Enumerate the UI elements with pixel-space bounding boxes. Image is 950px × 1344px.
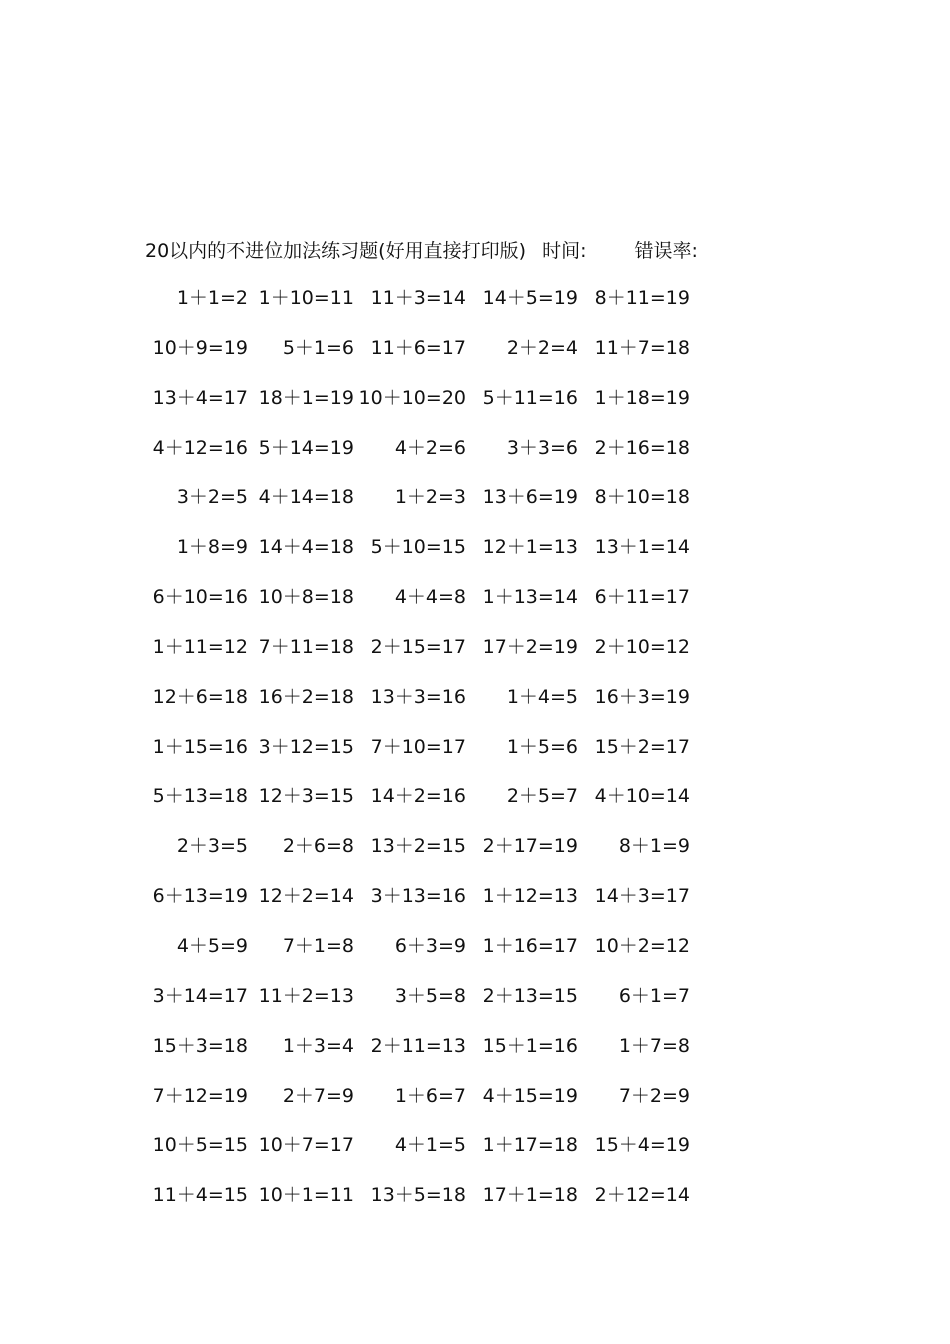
addition-problem: 2＋2=4 <box>506 336 578 359</box>
addition-problem: 1＋3=4 <box>282 1034 354 1057</box>
addition-problem: 1＋17=18 <box>482 1134 578 1157</box>
addition-problem: 3＋14=17 <box>152 984 248 1007</box>
addition-problem: 15＋2=17 <box>594 735 690 758</box>
addition-problem: 7＋2=9 <box>618 1084 690 1107</box>
addition-problem: 6＋13=19 <box>152 885 248 908</box>
problem-row <box>148 881 748 931</box>
problem-row <box>148 682 748 732</box>
addition-problem: 1＋15=16 <box>152 735 248 758</box>
addition-problem: 1＋2=3 <box>394 486 466 509</box>
addition-problem: 8＋1=9 <box>618 835 690 858</box>
addition-problem: 12＋2=14 <box>258 885 354 908</box>
addition-problem: 12＋3=15 <box>258 785 354 808</box>
addition-problem: 1＋12=13 <box>482 885 578 908</box>
addition-problem: 2＋12=14 <box>594 1184 690 1207</box>
problem-row <box>148 333 748 383</box>
addition-problem: 13＋1=14 <box>594 536 690 559</box>
addition-problem: 6＋10=16 <box>152 586 248 609</box>
addition-problem: 10＋2=12 <box>594 934 690 957</box>
addition-problem: 3＋3=6 <box>506 436 578 459</box>
addition-problem: 5＋14=19 <box>258 436 354 459</box>
addition-problem: 3＋5=8 <box>394 984 466 1007</box>
addition-problem: 16＋2=18 <box>258 685 354 708</box>
addition-problem: 1＋8=9 <box>176 536 248 559</box>
addition-problem: 10＋5=15 <box>152 1134 248 1157</box>
addition-problem: 2＋10=12 <box>594 635 690 658</box>
problem-row <box>148 781 748 831</box>
addition-problem: 1＋13=14 <box>482 586 578 609</box>
worksheet-title: 20以内的不进位加法练习题(好用直接打印版) <box>145 240 527 262</box>
addition-problem: 5＋1=6 <box>282 336 354 359</box>
addition-problem: 2＋17=19 <box>482 835 578 858</box>
addition-problem: 1＋18=19 <box>594 386 690 409</box>
addition-problem: 12＋6=18 <box>152 685 248 708</box>
addition-problem: 13＋4=17 <box>152 386 248 409</box>
addition-problem: 1＋4=5 <box>506 685 578 708</box>
addition-problem: 10＋10=20 <box>358 386 466 409</box>
worksheet-header <box>145 236 865 266</box>
addition-problem: 2＋13=15 <box>482 984 578 1007</box>
problem-row <box>148 981 748 1031</box>
addition-problem: 6＋3=9 <box>394 934 466 957</box>
addition-problem: 1＋10=11 <box>258 287 354 309</box>
addition-problem: 7＋1=8 <box>282 934 354 957</box>
addition-problem: 1＋11=12 <box>152 635 248 658</box>
addition-problem: 13＋5=18 <box>370 1184 466 1207</box>
addition-problem: 3＋2=5 <box>176 486 248 509</box>
addition-problem: 7＋11=18 <box>258 635 354 658</box>
addition-problem: 1＋7=8 <box>618 1034 690 1057</box>
addition-problem: 4＋5=9 <box>176 934 248 957</box>
addition-problem: 18＋1=19 <box>258 386 354 409</box>
problem-row <box>148 482 748 532</box>
addition-problem: 10＋7=17 <box>258 1134 354 1157</box>
addition-problem: 4＋1=5 <box>394 1134 466 1157</box>
addition-problem: 1＋16=17 <box>482 934 578 957</box>
addition-problem: 17＋1=18 <box>482 1184 578 1207</box>
addition-problem: 10＋8=18 <box>258 586 354 609</box>
error-rate-label: 错误率: <box>634 240 698 262</box>
problem-row <box>148 283 748 333</box>
addition-problem: 1＋1=2 <box>176 287 248 309</box>
addition-problem: 14＋3=17 <box>594 885 690 908</box>
addition-problem: 12＋1=13 <box>482 536 578 559</box>
time-label: 时间: <box>542 240 587 262</box>
addition-problem: 4＋15=19 <box>482 1084 578 1107</box>
problem-row <box>148 632 748 682</box>
problem-row <box>148 831 748 881</box>
addition-problem: 2＋3=5 <box>176 835 248 858</box>
problem-grid <box>148 283 748 1230</box>
addition-problem: 11＋4=15 <box>152 1184 248 1207</box>
problem-row <box>148 931 748 981</box>
addition-problem: 14＋2=16 <box>370 785 466 808</box>
problem-row <box>148 732 748 782</box>
addition-problem: 4＋12=16 <box>152 436 248 459</box>
addition-problem: 11＋6=17 <box>370 336 466 359</box>
addition-problem: 2＋11=13 <box>370 1034 466 1057</box>
addition-problem: 11＋2=13 <box>258 984 354 1007</box>
addition-problem: 4＋4=8 <box>394 586 466 609</box>
addition-problem: 2＋16=18 <box>594 436 690 459</box>
addition-problem: 15＋4=19 <box>594 1134 690 1157</box>
addition-problem: 2＋15=17 <box>370 635 466 658</box>
problem-row <box>148 532 748 582</box>
problem-row <box>148 1031 748 1081</box>
addition-problem: 14＋5=19 <box>482 287 578 309</box>
addition-problem: 8＋10=18 <box>594 486 690 509</box>
addition-problem: 11＋3=14 <box>370 287 466 309</box>
addition-problem: 1＋6=7 <box>394 1084 466 1107</box>
addition-problem: 3＋13=16 <box>370 885 466 908</box>
addition-problem: 10＋9=19 <box>152 336 248 359</box>
addition-problem: 13＋6=19 <box>482 486 578 509</box>
problem-row <box>148 1130 748 1180</box>
addition-problem: 2＋7=9 <box>282 1084 354 1107</box>
addition-problem: 5＋10=15 <box>370 536 466 559</box>
addition-problem: 4＋14=18 <box>258 486 354 509</box>
addition-problem: 8＋11=19 <box>594 287 690 309</box>
problem-row <box>148 1180 748 1230</box>
problem-row <box>148 582 748 632</box>
addition-problem: 6＋11=17 <box>594 586 690 609</box>
problem-row <box>148 383 748 433</box>
addition-problem: 1＋5=6 <box>506 735 578 758</box>
problem-row <box>148 433 748 483</box>
addition-problem: 2＋6=8 <box>282 835 354 858</box>
addition-problem: 5＋13=18 <box>152 785 248 808</box>
addition-problem: 3＋12=15 <box>258 735 354 758</box>
addition-problem: 7＋12=19 <box>152 1084 248 1107</box>
addition-problem: 7＋10=17 <box>370 735 466 758</box>
problem-row <box>148 1081 748 1131</box>
addition-problem: 6＋1=7 <box>618 984 690 1007</box>
addition-problem: 4＋10=14 <box>594 785 690 808</box>
addition-problem: 5＋11=16 <box>482 386 578 409</box>
addition-problem: 4＋2=6 <box>394 436 466 459</box>
addition-problem: 11＋7=18 <box>594 336 690 359</box>
addition-problem: 13＋2=15 <box>370 835 466 858</box>
addition-problem: 15＋3=18 <box>152 1034 248 1057</box>
addition-problem: 15＋1=16 <box>482 1034 578 1057</box>
addition-problem: 2＋5=7 <box>506 785 578 808</box>
addition-problem: 17＋2=19 <box>482 635 578 658</box>
addition-problem: 14＋4=18 <box>258 536 354 559</box>
addition-problem: 13＋3=16 <box>370 685 466 708</box>
addition-problem: 10＋1=11 <box>258 1184 354 1207</box>
addition-problem: 16＋3=19 <box>594 685 690 708</box>
